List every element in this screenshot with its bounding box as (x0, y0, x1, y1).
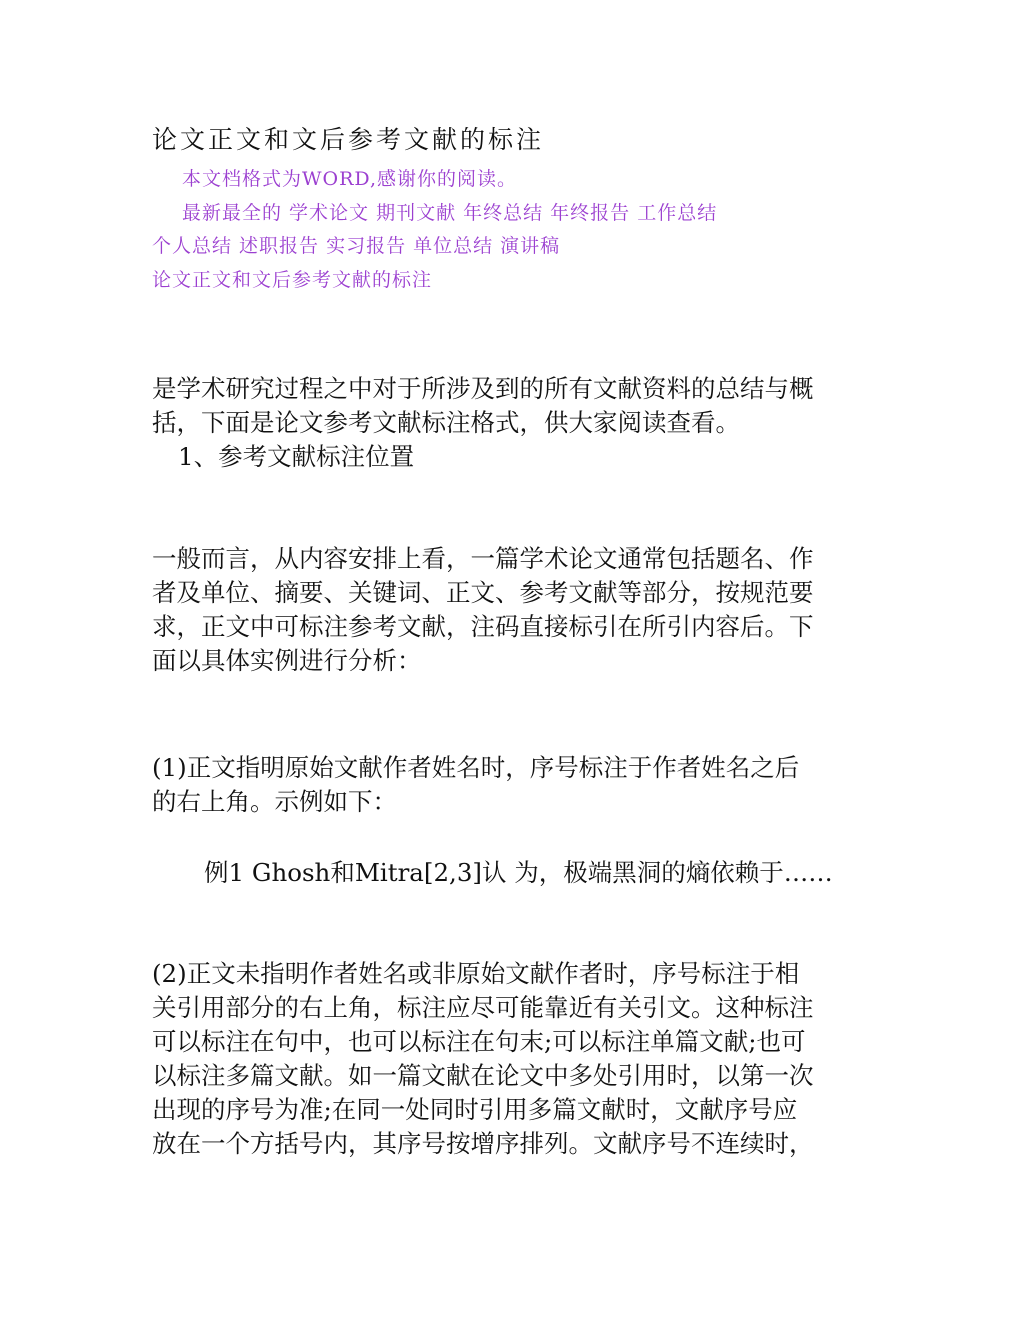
paragraph-line: (2)正文未指明作者姓名或非原始文献作者时，序号标注于相 (152, 959, 800, 988)
paragraph-line: 者及单位、摘要、关键词、正文、参考文献等部分，按规范要 (152, 578, 814, 607)
paragraph-line: 求，正文中可标注参考文献，注码直接标引在所引内容后。下 (152, 612, 814, 641)
paragraph-rule-2 (152, 957, 872, 1161)
paragraph-intro (152, 372, 872, 474)
example-1: 例1 Ghosh和Mitra[2,3]认 为，极端黑洞的熵依赖于…… (204, 858, 833, 887)
promo-line-categories-2: 个人总结 述职报告 实习报告 单位总结 演讲稿 (152, 235, 561, 257)
paragraph-line: 一般而言，从内容安排上看，一篇学术论文通常包括题名、作 (152, 544, 814, 573)
document-title: 论文正文和文后参考文献的标注 (152, 125, 545, 154)
paragraph-line: 是学术研究过程之中对于所涉及到的所有文献资料的总结与概 (152, 374, 814, 403)
paragraph-line: 以标注多篇文献。如一篇文献在论文中多处引用时，以第一次 (152, 1061, 814, 1090)
promo-line-categories: 最新最全的 学术论文 期刊文献 年终总结 年终报告 工作总结 (182, 202, 718, 224)
section-heading: 1、参考文献标注位置 (178, 442, 415, 471)
paragraph-line: 出现的序号为准;在同一处同时引用多篇文献时，文献序号应 (152, 1095, 798, 1124)
paragraph-line: 关引用部分的右上角，标注应尽可能靠近有关引文。这种标注 (152, 993, 814, 1022)
paragraph-rule-1 (152, 751, 872, 819)
paragraph-line: (1)正文指明原始文献作者姓名时，序号标注于作者姓名之后 (152, 753, 800, 782)
promo-line-title: 论文正文和文后参考文献的标注 (152, 269, 433, 291)
paragraph-structure (152, 542, 872, 678)
paragraph-line: 放在一个方括号内，其序号按增序排列。文献序号不连续时， (152, 1129, 814, 1158)
paragraph-line: 面以具体实例进行分析： (152, 646, 422, 675)
paragraph-line: 可以标注在句中，也可以标注在句末;可以标注单篇文献;也可 (152, 1027, 806, 1056)
paragraph-line: 括，下面是论文参考文献标注格式，供大家阅读查看。 (152, 408, 740, 437)
promo-line-format: 本文档格式为WORD,感谢你的阅读。 (182, 168, 518, 190)
paragraph-line: 的右上角。示例如下： (152, 787, 397, 816)
